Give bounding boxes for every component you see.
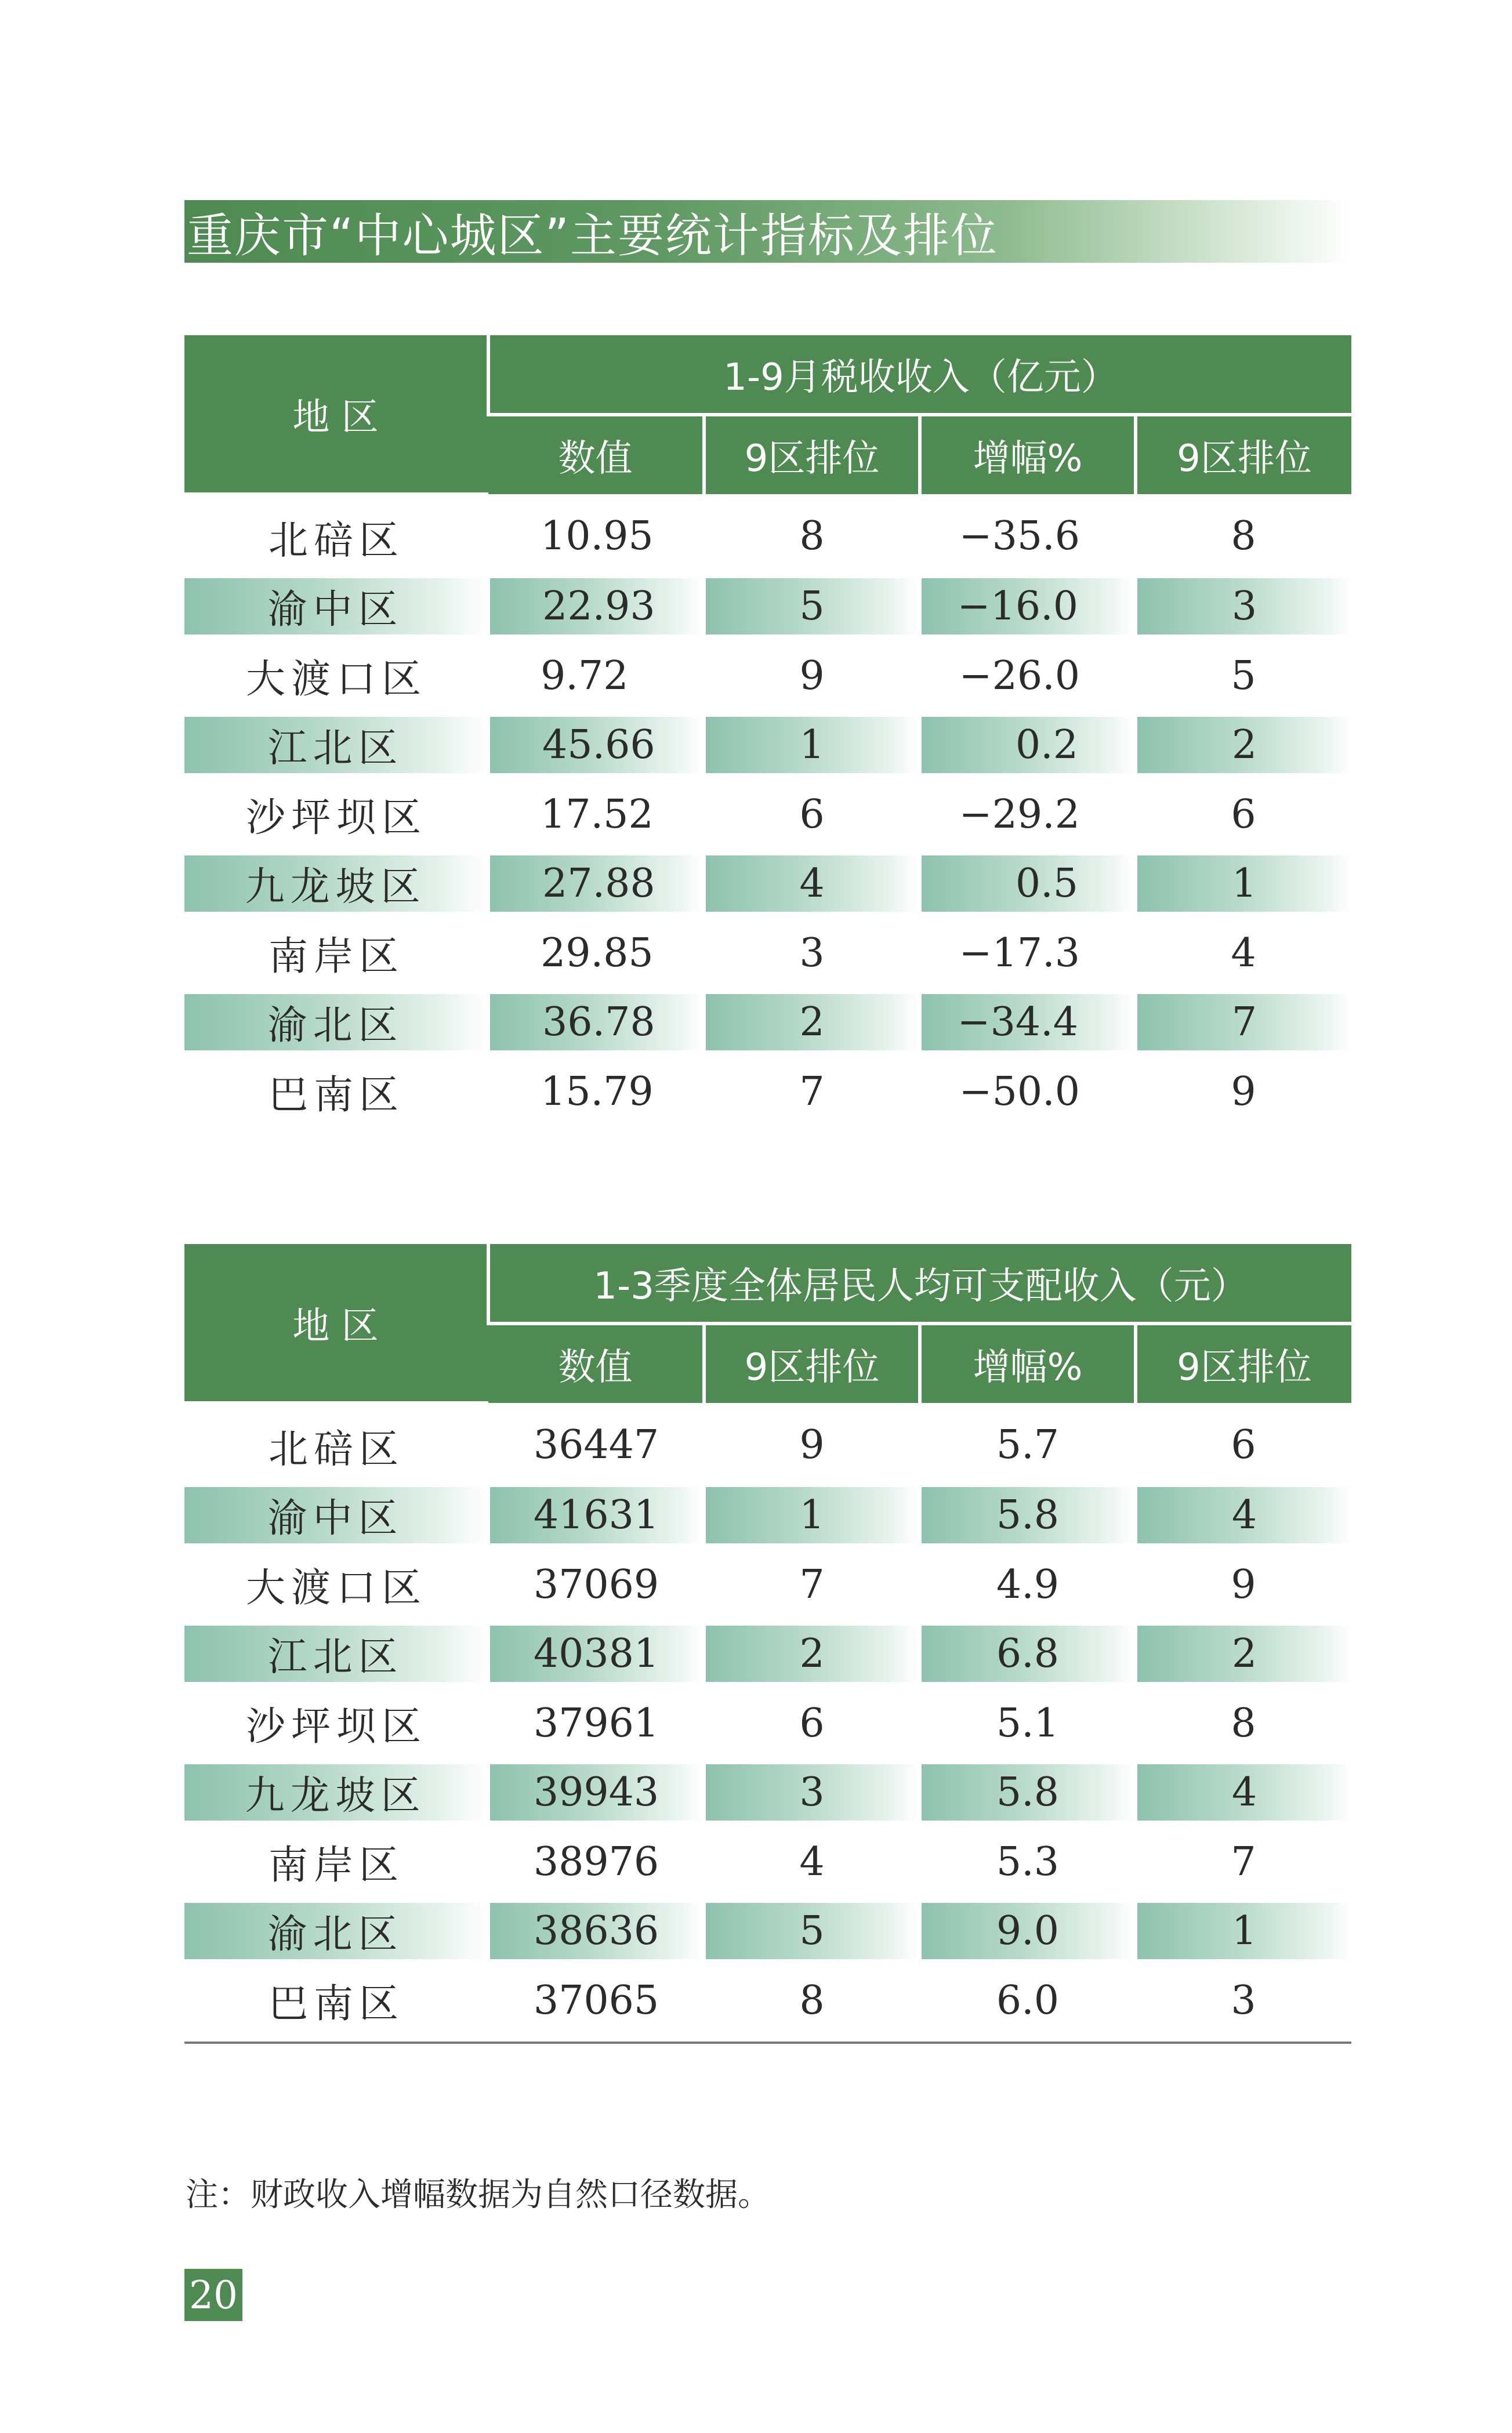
rank-cell: 6 [799,1700,825,1746]
rank-cell: 4 [704,855,920,912]
growth-cell: −29.2 [959,791,1080,837]
rank-cell: 1 [704,1487,920,1543]
growth-rank-cell: 9 [1231,1561,1256,1608]
region-cell: 南岸区 [268,1842,404,1888]
region-cell: 九龙坡区 [184,1764,488,1821]
value-cell: 45.66 [488,717,704,773]
column-header-growth-rank: 9区排位 [1136,415,1351,494]
growth-cell: −35.6 [959,513,1080,559]
region-cell: 南岸区 [268,933,404,980]
column-header-growth-rank: 9区排位 [1136,1324,1351,1403]
table-row [184,1682,1351,1764]
growth-rank-cell: 4 [1136,1487,1351,1543]
table-row [184,578,1351,634]
value-cell: 40381 [488,1626,704,1682]
growth-rank-cell: 3 [1136,578,1351,634]
table-row [184,912,1351,994]
growth-cell: 6.0 [920,1959,1136,2043]
column-header-value: 数值 [488,1324,704,1403]
value-cell: 37069 [533,1561,659,1608]
growth-rank-cell: 3 [1136,1959,1351,2043]
growth-cell: 5.8 [920,1764,1136,1821]
region-cell: 大渡口区 [245,1565,427,1611]
growth-rank-cell: 1 [1136,1903,1351,1959]
page-title: 重庆市“中心城区”主要统计指标及排位 [187,208,998,263]
title-banner [184,200,1351,263]
region-cell: 北碚区 [268,517,404,564]
rank-cell: 8 [704,1959,920,2043]
value-cell: 27.88 [488,855,704,912]
table-row [184,994,1351,1050]
value-cell: 10.95 [541,513,654,559]
region-cell: 沙坪坝区 [245,795,427,841]
growth-cell: −16.0 [920,578,1136,634]
table-row [184,634,1351,717]
growth-rank-cell: 1 [1136,855,1351,912]
rank-cell: 9 [799,652,825,699]
growth-cell: 5.3 [996,1839,1060,1885]
value-cell: 36.78 [488,994,704,1050]
growth-rank-cell: 6 [1231,791,1256,837]
value-cell: 22.93 [488,578,704,634]
rank-cell: 2 [704,1626,920,1682]
region-cell: 巴南区 [268,1072,404,1118]
growth-cell: 5.1 [996,1700,1060,1746]
growth-rank-cell: 5 [1231,652,1256,699]
region-cell: 渝北区 [184,994,488,1050]
value-cell: 38636 [488,1903,704,1959]
region-header: 地 区 [184,335,488,494]
growth-rank-cell: 2 [1136,1626,1351,1682]
value-cell: 17.52 [541,791,654,837]
table-row [184,1403,1351,1487]
tax-revenue-table [184,335,1351,1133]
growth-cell: −17.3 [959,930,1080,976]
rank-cell: 6 [799,791,825,837]
value-cell: 9.72 [541,652,629,699]
table-row [184,1764,1351,1821]
value-cell: 36447 [533,1422,659,1468]
footnote: 注：财政收入增幅数据为自然口径数据。 [186,2176,770,2214]
rank-cell: 3 [704,1764,920,1821]
region-cell: 江北区 [184,717,488,773]
table-row [184,1821,1351,1903]
column-header-rank: 9区排位 [704,415,920,494]
value-cell: 15.79 [541,1068,654,1115]
disposable-income-table [184,1244,1351,2044]
value-cell: 37065 [488,1959,704,2043]
growth-rank-cell: 7 [1231,1839,1256,1885]
group-header: 1-9月税收收入（亿元） [488,335,1351,415]
value-cell: 39943 [488,1764,704,1821]
page-number: 20 [184,2269,242,2321]
growth-cell: 0.5 [920,855,1136,912]
region-cell: 大渡口区 [245,656,427,702]
growth-rank-cell: 8 [1231,513,1256,559]
growth-cell: 4.9 [996,1561,1060,1608]
growth-rank-cell: 6 [1231,1422,1256,1468]
column-header-growth: 增幅% [920,1324,1136,1403]
value-cell: 37961 [533,1700,659,1746]
region-cell: 巴南区 [184,1959,488,2043]
rank-cell: 8 [799,513,825,559]
rank-cell: 3 [799,930,825,976]
region-cell: 渝中区 [184,578,488,634]
table-row [184,1050,1351,1133]
column-header-growth: 增幅% [920,415,1136,494]
table-row [184,855,1351,912]
table-row [184,1487,1351,1543]
table-row [184,1543,1351,1626]
region-cell: 渝北区 [184,1903,488,1959]
rank-cell: 5 [704,1903,920,1959]
value-cell: 41631 [488,1487,704,1543]
growth-rank-cell: 9 [1231,1068,1256,1115]
region-cell: 渝中区 [184,1487,488,1543]
growth-rank-cell: 4 [1231,930,1256,976]
growth-rank-cell: 4 [1136,1764,1351,1821]
table-row [184,773,1351,855]
group-header: 1-3季度全体居民人均可支配收入（元） [488,1244,1351,1324]
region-cell: 沙坪坝区 [245,1703,427,1750]
growth-cell: 5.8 [920,1487,1136,1543]
table-row [184,717,1351,773]
table-row [184,1959,1351,2043]
growth-cell: 0.2 [920,717,1136,773]
growth-cell: 5.7 [996,1422,1060,1468]
rank-cell: 7 [799,1561,825,1608]
rank-cell: 2 [704,994,920,1050]
region-cell: 九龙坡区 [184,855,488,912]
rank-cell: 7 [799,1068,825,1115]
rank-cell: 9 [799,1422,825,1468]
value-cell: 29.85 [541,930,654,976]
growth-rank-cell: 8 [1231,1700,1256,1746]
growth-cell: 9.0 [920,1903,1136,1959]
rank-cell: 1 [704,717,920,773]
region-cell: 北碚区 [268,1426,404,1473]
column-header-rank: 9区排位 [704,1324,920,1403]
region-cell: 江北区 [184,1626,488,1682]
growth-rank-cell: 2 [1136,717,1351,773]
region-header: 地 区 [184,1244,488,1403]
table-row [184,1903,1351,1959]
growth-cell: −50.0 [959,1068,1080,1115]
column-header-value: 数值 [488,415,704,494]
growth-rank-cell: 7 [1136,994,1351,1050]
rank-cell: 4 [799,1839,825,1885]
growth-cell: −34.4 [920,994,1136,1050]
table-row [184,494,1351,578]
value-cell: 38976 [533,1839,659,1885]
growth-cell: 6.8 [920,1626,1136,1682]
rank-cell: 5 [704,578,920,634]
growth-cell: −26.0 [959,652,1080,699]
table-row [184,1626,1351,1682]
